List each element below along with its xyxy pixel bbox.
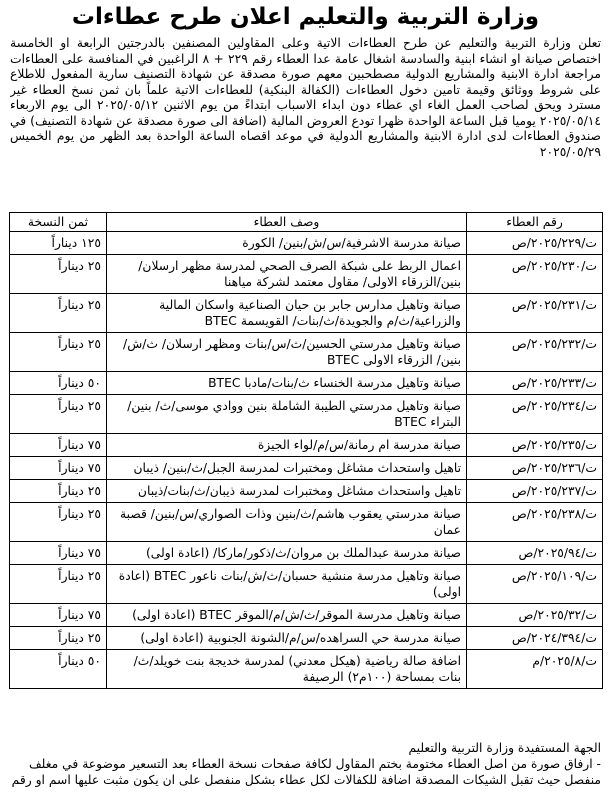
tender-description: صيانة وتاهيل مدارس جابر بن حيان الصناعية واسكان المالية والزراعية/ث/م والجويدة/ث/بنات/ القويسمة BTEC [107,294,467,333]
table-row [10,333,603,372]
tender-number: ت/٢٠٢٥/٢٢٩/ص [467,232,603,255]
tender-description: صيانة مدرسة عبدالملك بن مروان/ث/ذكور/ماركا/ (اعادة اولى) [107,542,467,565]
tender-number: ت/٢٠٢٥/٢٣٢/ص [467,333,603,372]
tender-description: صيانة مدرسة حي السراهده/س/م/الشونة الجنوبية (اعادة اولى) [107,627,467,650]
table-row [10,604,603,627]
tender-price: ٢٥ ديناراً [10,255,107,294]
tender-price: ٢٥ ديناراً [10,395,107,434]
tender-number: ت/٢٠٢٥/٢٣٨/ص [467,503,603,542]
tender-price: ٢٥ ديناراً [10,480,107,503]
table-row [10,232,603,255]
tender-description: صيانة مدرستي يعقوب هاشم/ث/بنين وذات الصواري/س/بنين/ قصبة عمان [107,503,467,542]
tender-number: ت/٢٠٢٥/٨/م [467,650,603,689]
page-title: وزارة التربية والتعليم اعلان طرح عطاءات [71,4,540,30]
table-row [10,627,603,650]
header-price: ثمن النسخة [10,213,107,232]
attachment-note: - ارفاق صورة من اصل العطاء مختومة بختم المقاول لكافة صفحات نسخة العطاء بعد التسعير موضوعة في مغلف منفصل حيث تقبل الشيكات المصدقة اضافة للكفالات لكل عطاء بشكل منفصل على ان يكون مثبت عليها اسم او رقم [11,757,601,787]
table-row [10,434,603,457]
tender-price: ١٢٥ ديناراً [10,232,107,255]
tender-number: ت/٢٠٢٥/٢٣٤/ص [467,395,603,434]
table-row [10,372,603,395]
header-number: رقم العطاء [467,213,603,232]
tender-description: صيانة وتاهيل مدرسة الموقر/ث/ش/م/الموقر BTEC (اعادة اولى) [107,604,467,627]
tender-description: صيانة وتاهيل مدرسة الخنساء ث/بنات/مادبا BTEC [107,372,467,395]
table-row [10,255,603,294]
tender-price: ٥٠ ديناراً [10,650,107,689]
table-row [10,294,603,333]
tender-price: ٢٥ ديناراً [10,503,107,542]
tender-description: تاهيل واستحداث مشاغل ومختبرات لمدرسة الجبل/ث/بنين/ ذيبان [107,457,467,480]
table-header-row [10,213,603,232]
tender-price: ٧٥ ديناراً [10,604,107,627]
tender-price: ٧٥ ديناراً [10,457,107,480]
tender-price: ٢٥ ديناراً [10,333,107,372]
table-row [10,480,603,503]
header-description: وصف العطاء [107,213,467,232]
table-row [10,503,603,542]
tender-number: ت/٢٠٢٥/١٠٩/ص [467,565,603,604]
tender-number: ت/٢٠٢٥/٣٢/ص [467,604,603,627]
tender-number: ت/٢٠٢٥/٢٣٣/ص [467,372,603,395]
table-row [10,542,603,565]
tender-description: صيانة وتاهيل مدرسة منشية حسبان/ث/ش/بنات ناعور BTEC (اعادة اولى) [107,565,467,604]
tender-number: ت/٢٠٢٥/٩٤/ص [467,542,603,565]
tender-description: تاهيل واستحداث مشاغل ومختبرات لمدرسة ذيبان/ث/بنات/ذيبان [107,480,467,503]
tender-description: صيانة وتاهيل مدرستي الطيبة الشاملة بنين ووادي موسى/ث/ بنين/البتراء BTEC [107,395,467,434]
tender-price: ٢٥ ديناراً [10,565,107,604]
tender-number: ت/٢٠٢٤/٣٩٤/ص [467,627,603,650]
tender-number: ت/٢٠٢٥/٢٣٥/ص [467,434,603,457]
tenders-table [9,212,603,689]
tender-description: اضافة صالة رياضية (هيكل معدني) لمدرسة خديجة بنت خويلد/ث/بنات بمساحة (١٠٠م٢) الرصيفة [107,650,467,689]
tender-description: صيانة مدرسة الاشرفية/س/ش/بنين/ الكورة [107,232,467,255]
tender-number: ت/٢٠٢٥/٢٣٧/ص [467,480,603,503]
table-row [10,395,603,434]
tender-number: ت/٢٠٢٥/٢٣١/ص [467,294,603,333]
intro-paragraph: تعلن وزارة التربية والتعليم عن طرح العطاءات الاتية وعلى المقاولين المصنفين بالدرجتين الرابعة او الخامسة اختصاص صيانة او انشاء ابنية والسادسة اشغال عامة عدا العطاء رقم ٢٢٩ + ٨ الراغبين في المنافسة على العطاءات مراجعة ادارة الابنية والمشاريع الدولية مصطحبين معهم صورة مصدقة عن شهادة التصنيف سارية المفعول للاطلاع على شروط ووثائق وقيمة تامين دخول العطاءات (الكفالة البنكية) للعطاءات الاتية علماً بان ثمن نسخ العطاء غير مسترد ويحق لصاحب العمل الغاء اي عطاء دون ابداء الاسباب ابتداءً من يوم الاثنين ٢٠٢٥/٠٥/١٢ الى يوم الاربعاء ٢٠٢٥/٠٥/١٤ يوميا قبل الساعة الواحدة ظهرا تودع العروض المالية (اضافة الى صورة مصدقة عن شهادة التصنيف) في صندوق العطاءات لدى ادارة الابنية والمشاريع الدولية في موعد اقصاه الساعة الواحدة بعد الظهر من يوم الخميس ٢٠٢٥/٠٥/٢٩ [10,36,601,159]
tender-number: ت/٢٠٢٥/٢٣٦/ص [467,457,603,480]
tender-number: ت/٢٠٢٥/٢٣٠/ص [467,255,603,294]
tender-price: ٧٥ ديناراً [10,434,107,457]
footer-notes [10,740,601,800]
tender-description: اعمال الربط على شبكة الصرف الصحي لمدرسة مظهر ارسلان/ بنين/الزرقاء الاولى/ مقاول معتمد لشركة مياهنا [107,255,467,294]
tender-price: ٧٥ ديناراً [10,542,107,565]
tender-description: صيانة وتاهيل مدرستي الحسين/ث/س/بنات ومظهر ارسلان/ ث/ش/بنين/ الزرقاء الاولى BTEC [107,333,467,372]
tender-price: ٥٠ ديناراً [10,372,107,395]
table-row [10,565,603,604]
beneficiary-line: الجهة المستفيدة وزارة التربية والتعليم [408,741,601,755]
tender-description: صيانة مدرسة ام رمانة/س/م/لواء الجيزة [107,434,467,457]
table-row [10,457,603,480]
table-row [10,650,603,689]
tender-price: ٢٥ ديناراً [10,627,107,650]
tender-price: ٢٥ ديناراً [10,294,107,333]
